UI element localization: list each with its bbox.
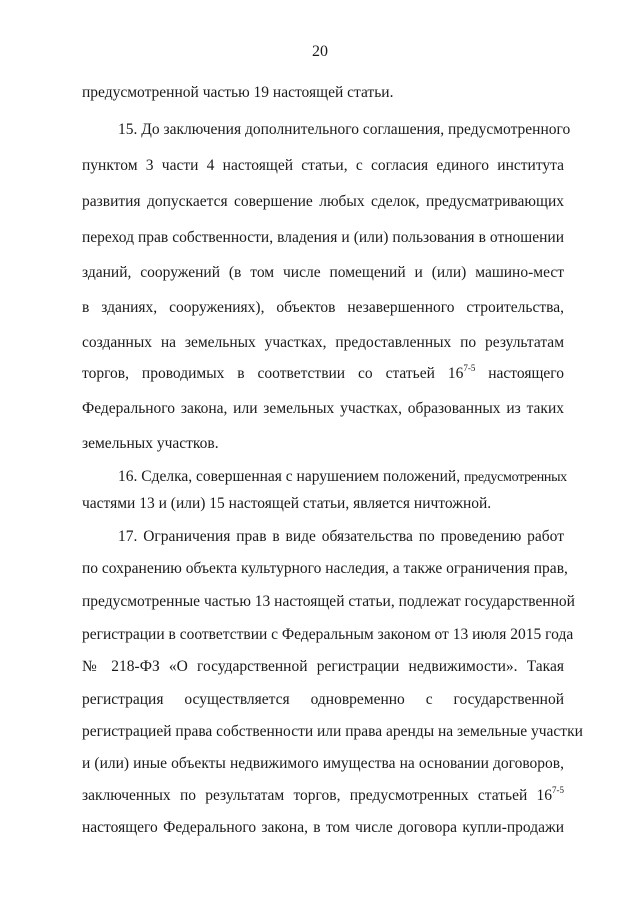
text-line: переход прав собственности, владения и (или) пользования в отношении	[82, 229, 564, 246]
text-line: регистрации в соответствии с Федеральным законом от 13 июля 2015 года	[82, 626, 574, 643]
text-line: частями 13 и (или) 15 настоящей статьи, является ничтожной.	[82, 495, 492, 512]
text-line: регистрацией права собственности или права аренды на земельные участки	[82, 723, 583, 740]
text-line: зданий, сооружений (в том числе помещений и (или) машино-мест	[82, 264, 564, 281]
superscript: 7-5	[463, 362, 476, 373]
text-segment-small: предусмотренных	[463, 470, 567, 485]
text-line: в зданиях, сооружениях), объектов незавершенного строительства,	[82, 299, 564, 316]
text-line: 17. Ограничения прав в виде обязательства по проведению работ	[118, 528, 564, 545]
text-line: предусмотренной частью 19 настоящей статьи.	[82, 84, 394, 101]
text-segment: заключенных по результатам торгов, предусмотренных статьей 16	[82, 787, 552, 804]
text-segment: настоящего	[475, 365, 564, 382]
text-line: земельных участков.	[82, 435, 219, 452]
superscript: 7-5	[552, 784, 564, 795]
text-line: Федерального закона, или земельных участках, образованных из таких	[82, 400, 564, 417]
text-line: созданных на земельных участках, предоставленных по результатам	[82, 334, 564, 351]
text-line: предусмотренные частью 13 настоящей статьи, подлежат государственной	[82, 593, 575, 610]
text-line: по сохранению объекта культурного наследия, а также ограничения прав,	[82, 560, 568, 577]
text-segment: 16. Сделка, совершенная с нарушением положений,	[118, 468, 464, 485]
text-line	[118, 467, 567, 487]
text-line: настоящего Федерального закона, в том числе договора купли-продажи	[82, 819, 564, 836]
text-line	[82, 364, 564, 384]
page-number: 20	[312, 43, 328, 60]
text-line: развития допускается совершение любых сделок, предусматривающих	[82, 193, 564, 210]
text-line: № 218-ФЗ «О государственной регистрации недвижимости». Такая	[82, 658, 564, 675]
text-segment: торгов, проводимых в соответствии со статьей 16	[82, 365, 464, 382]
text-line: пунктом 3 части 4 настоящей статьи, с согласия единого института	[82, 157, 564, 174]
text-line: регистрация осуществляется одновременно с государственной	[82, 691, 564, 708]
text-line: 15. До заключения дополнительного соглашения, предусмотренного	[118, 121, 571, 138]
text-line	[82, 786, 564, 806]
text-line: и (или) иные объекты недвижимого имущества на основании договоров,	[82, 755, 564, 772]
